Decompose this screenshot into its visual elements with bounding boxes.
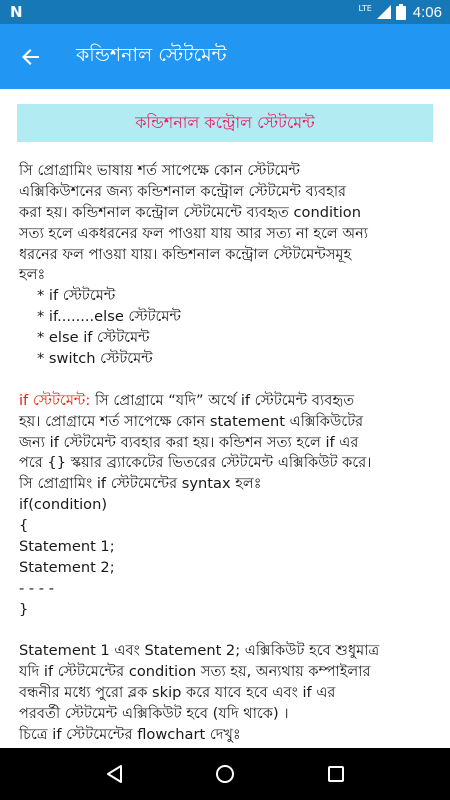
system-nav-bar xyxy=(0,748,450,800)
code-line: if(condition) xyxy=(19,496,108,514)
page-title: কন্ডিশনাল স্টেটমেন্ট xyxy=(76,43,227,66)
paragraph-line: সি প্রোগ্রামিং if স্টেটমেন্টের syntax হলঃ xyxy=(19,475,262,493)
battery-icon xyxy=(396,4,406,20)
list-item: * if স্টেটমেন্ট xyxy=(37,287,116,305)
spacer xyxy=(19,621,439,642)
code-line: Statement 2; xyxy=(19,558,115,576)
paragraph-line: যদি if স্টেটমেন্টের condition সত্য হয়, অন্যথায় কম্পাইলার xyxy=(19,663,371,681)
paragraph-line: হয়। প্রোগ্রামে শর্ত সাপেক্ষে কোন statement এক্সিকিউটের xyxy=(19,412,364,430)
paragraph-line: ধরনের ফল পাওয়া যায়। কন্ডিশনাল কন্ট্রোল স্টেটমেন্টসমূহ xyxy=(19,245,352,263)
nav-back-icon xyxy=(105,764,123,784)
paragraph-line: বন্ধনীর মধ্যে পুরো ব্লক skip করে যাবে হবে এবং if এর xyxy=(19,684,336,702)
if-intro-text: সি প্রোগ্রামে “যদি” অর্থে if স্টেটমেন্ট ব্যবহৃত xyxy=(90,391,355,409)
n-notification-icon: N xyxy=(10,3,23,21)
code-line: - - - - xyxy=(19,579,54,597)
code-line: Statement 1; xyxy=(19,538,115,556)
status-icons xyxy=(359,0,443,24)
paragraph-line: সত্য হলে একধরনের ফল পাওয়া যায় আর সত্য না হলে অন্য xyxy=(19,224,369,242)
nav-home-button[interactable] xyxy=(205,754,245,794)
clock: 4:06 xyxy=(412,3,442,21)
status-bar xyxy=(0,0,450,24)
paragraph-line: পরে {} স্কয়ার ব্র্যাকেটের ভিতরের স্টেটমেন্ট এক্সিকিউট করে। xyxy=(19,454,372,472)
code-line: } xyxy=(19,600,29,618)
nav-home-icon xyxy=(215,764,235,784)
paragraph-line: পরবর্তী স্টেটমেন্ট এক্সিকিউট হবে (যদি থাকে) । xyxy=(19,705,289,723)
paragraph-line: হলঃ xyxy=(19,266,46,284)
signal-icon xyxy=(377,5,391,19)
paragraph-line: এক্সিকিউশনের জন্য কন্ডিশনাল কন্ট্রোল স্টেটমেন্ট ব্যবহার xyxy=(19,182,347,200)
paragraph-line: জন্য if স্টেটমেন্ট ব্যবহার করা হয়। কন্ডিশন সত্য হলে if এর xyxy=(19,433,359,451)
network-type: LTE xyxy=(358,3,372,13)
nav-back-button[interactable] xyxy=(94,754,134,794)
article-body xyxy=(19,161,439,746)
code-line: { xyxy=(19,517,29,535)
nav-recents-button[interactable] xyxy=(316,754,356,794)
section-heading-text: কন্ডিশনাল কন্ট্রোল স্টেটমেন্ট xyxy=(135,112,315,132)
list-item: * else if স্টেটমেন্ট xyxy=(37,329,150,347)
app-bar xyxy=(0,24,450,89)
arrow-back-icon xyxy=(21,47,41,67)
paragraph-line: সি প্রোগ্রামিং ভাষায় শর্ত সাপেক্ষে কোন স্টেটমেন্ট xyxy=(19,162,300,179)
article-content[interactable] xyxy=(0,89,450,756)
nav-recents-icon xyxy=(327,765,345,783)
paragraph-line: চিত্রে if স্টেটমেন্টের flowchart দেখুঃ xyxy=(19,726,241,744)
list-item: * if........else স্টেটমেন্ট xyxy=(37,308,181,326)
paragraph-line: Statement 1 এবং Statement 2; এক্সিকিউট হবে শুধুমাত্র xyxy=(19,642,380,660)
paragraph-line xyxy=(19,391,439,412)
if-statement-label: if স্টেটমেন্ট: xyxy=(19,391,91,409)
section-heading xyxy=(17,104,433,142)
paragraph-line: করা হয়। কন্ডিশনাল কন্ট্রোল স্টেটমেন্টে ব্যবহৃত condition xyxy=(19,203,361,221)
list-item: * switch স্টেটমেন্ট xyxy=(37,350,153,368)
spacer xyxy=(19,370,439,391)
back-button[interactable] xyxy=(0,24,62,89)
